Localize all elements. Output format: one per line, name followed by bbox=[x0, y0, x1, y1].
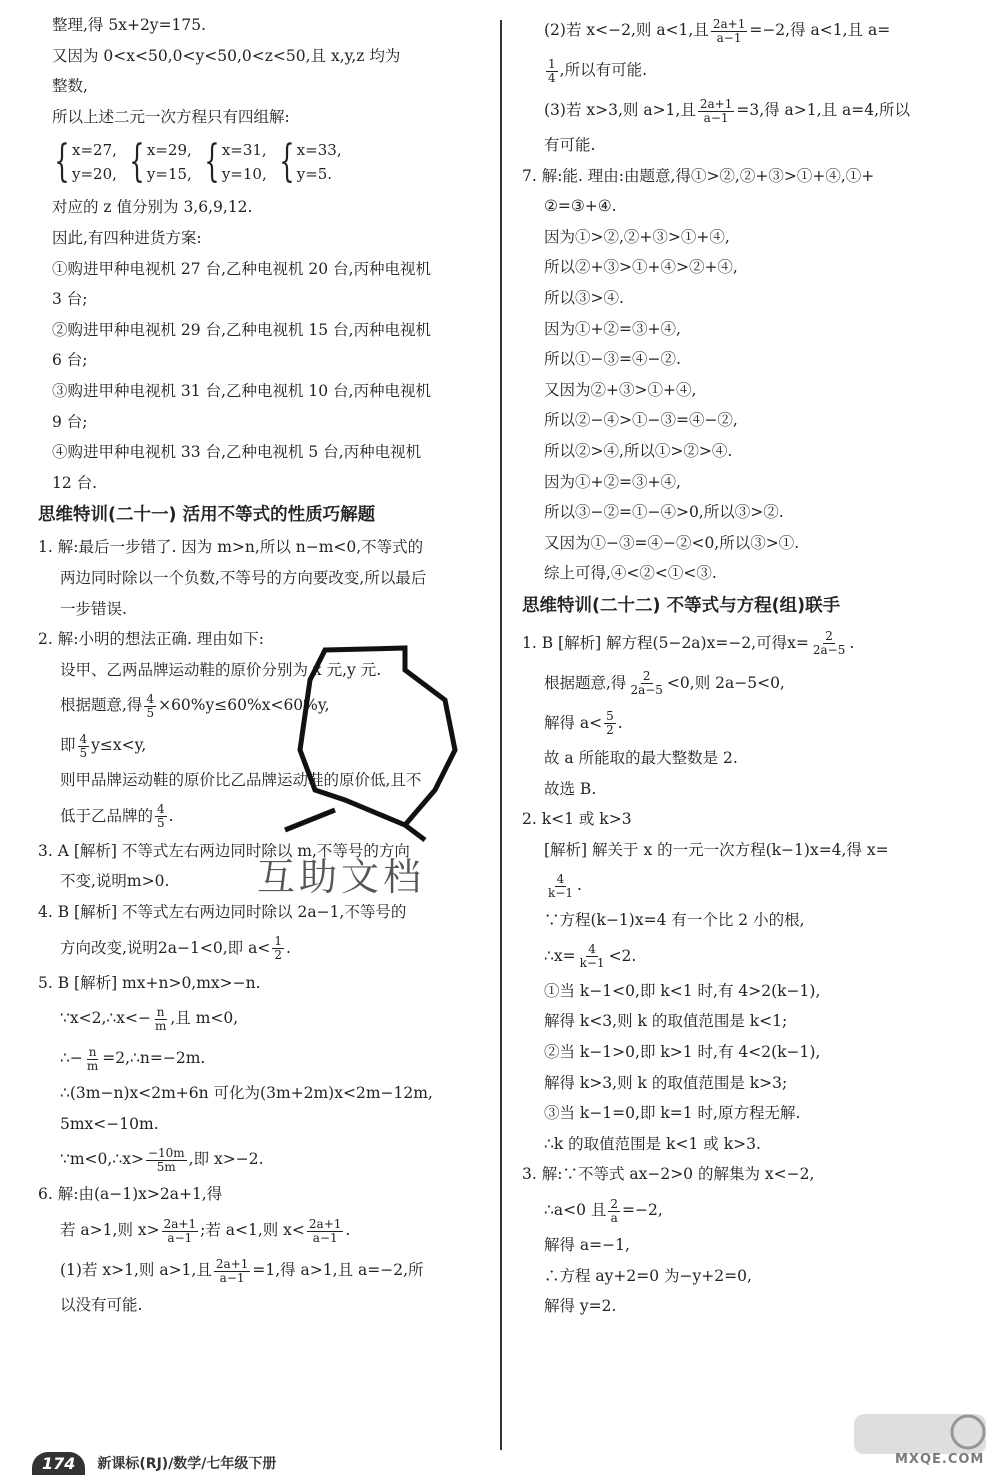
text-line: 解得 k<3,则 k 的取值范围是 k<1; bbox=[544, 1012, 788, 1031]
text: =3,得 a>1,且 a=4,所以 bbox=[736, 101, 911, 119]
text: 根据题意,得 bbox=[544, 673, 627, 692]
text: ,即 x>−2. bbox=[188, 1150, 264, 1169]
text-line: ③当 k−1=0,即 k=1 时,原方程无解. bbox=[544, 1104, 801, 1123]
denominator: a−1 bbox=[312, 1230, 338, 1245]
fraction bbox=[307, 1218, 343, 1245]
fraction bbox=[144, 693, 156, 720]
text: . bbox=[168, 806, 174, 825]
column-divider bbox=[500, 20, 502, 1450]
fraction bbox=[546, 58, 558, 85]
numerator: 5 bbox=[606, 709, 614, 724]
numerator: 2a+1 bbox=[308, 1216, 342, 1231]
denominator: 2a−5 bbox=[630, 683, 663, 698]
numerator: 2a+1 bbox=[712, 16, 746, 31]
text-line: ∵方程(k−1)x=4 有一个比 2 小的根, bbox=[544, 911, 805, 930]
equation: x=29, bbox=[146, 141, 192, 160]
formula-line bbox=[38, 1139, 488, 1179]
numerator: n bbox=[156, 1004, 165, 1019]
text-line: 不变,说明m>0. bbox=[60, 872, 170, 891]
formula-line bbox=[522, 936, 972, 976]
fraction bbox=[608, 1198, 620, 1225]
text: =2,∴n=−2m. bbox=[102, 1049, 206, 1068]
numerator: 2a+1 bbox=[215, 1256, 249, 1271]
text-line: 所以上述二元一次方程只有四组解: bbox=[52, 107, 290, 126]
fraction bbox=[146, 1147, 187, 1174]
numerator: n bbox=[88, 1044, 97, 1059]
denominator: m bbox=[86, 1058, 99, 1073]
fraction bbox=[811, 630, 847, 657]
text-line: ①购进甲种电视机 27 台,乙种电视机 20 台,丙种电视机 bbox=[52, 259, 432, 278]
text: =1,得 a>1,且 a=−2,所 bbox=[252, 1261, 424, 1280]
numerator: 2 bbox=[825, 629, 833, 644]
text-line: ②=③+④. bbox=[544, 197, 617, 216]
text-line: 解得 y=2. bbox=[544, 1297, 617, 1316]
text: . bbox=[285, 938, 291, 957]
text: 即 bbox=[60, 736, 76, 755]
text: . bbox=[849, 633, 855, 652]
text-line: ①当 k−1<0,即 k<1 时,有 4>2(k−1), bbox=[544, 981, 821, 1000]
equation: x=33, bbox=[296, 141, 342, 160]
text-line: 2. 解:小明的想法正确. 理由如下: bbox=[38, 630, 265, 649]
equation: y=20, bbox=[72, 165, 117, 184]
fraction bbox=[153, 1006, 168, 1033]
text-line: 9 台; bbox=[52, 412, 88, 431]
denominator: a−1 bbox=[703, 110, 729, 125]
formula-line bbox=[38, 998, 488, 1038]
fraction bbox=[578, 943, 607, 970]
text: 方向改变,说明2a−1<0,即 a< bbox=[60, 938, 271, 957]
text-line: ②购进甲种电视机 29 台,乙种电视机 15 台,丙种电视机 bbox=[52, 320, 432, 339]
denominator: k−1 bbox=[548, 885, 573, 900]
text-line: 3. A [解析] 不等式左右两边同时除以 m,不等号的方向 bbox=[38, 841, 410, 860]
formula-line bbox=[522, 865, 972, 905]
equation: x=27, bbox=[72, 141, 117, 160]
equation-system: { x=31, y=10, bbox=[204, 136, 267, 188]
text: ×60%y≤60%x<60%y, bbox=[158, 696, 330, 715]
text: <2. bbox=[608, 946, 637, 965]
text: ∵x<2,∴x<− bbox=[60, 1009, 151, 1028]
equation-system: { x=29, y=15, bbox=[129, 136, 192, 188]
denominator: 2a−5 bbox=[812, 643, 846, 658]
text-line: 所以②>④,所以①>②>④. bbox=[544, 441, 733, 460]
numerator: −10m bbox=[147, 1145, 185, 1160]
text-line: ∴(3m−n)x<2m+6n 可化为(3m+2m)x<2m−12m, bbox=[60, 1084, 433, 1103]
fraction bbox=[628, 670, 664, 697]
numerator: 4 bbox=[79, 731, 88, 746]
text-line: 又因为 0<x<50,0<y<50,0<z<50,且 x,y,z 均为 bbox=[52, 46, 401, 65]
text: . bbox=[345, 1221, 351, 1240]
text-line: 解得 k>3,则 k 的取值范围是 k>3; bbox=[544, 1073, 788, 1092]
text: =−2,得 a<1,且 a= bbox=[749, 21, 891, 39]
denominator: 5m bbox=[156, 1159, 176, 1174]
formula-line bbox=[522, 90, 972, 130]
text: ,且 m<0, bbox=[170, 1009, 239, 1028]
numerator: 4 bbox=[146, 691, 155, 706]
text: 根据题意,得 bbox=[60, 696, 143, 715]
text: (1)若 x>1,则 a>1,且 bbox=[60, 1261, 212, 1280]
text-line: 7. 解:能. 理由:由题意,得①>②,②+③>①+④,①+ bbox=[522, 166, 875, 185]
text-line: 又因为①−③=④−②<0,所以③>①. bbox=[544, 533, 800, 552]
numerator: 2a+1 bbox=[699, 96, 733, 111]
text-line: ∴k 的取值范围是 k<1 或 k>3. bbox=[544, 1134, 761, 1153]
text-line: 整数, bbox=[52, 77, 88, 96]
text-line: 5mx<−10m. bbox=[60, 1114, 159, 1133]
text-line: 因为①>②,②+③>①+④, bbox=[544, 227, 730, 246]
text-line: 整理,得 5x+2y=175. bbox=[52, 16, 207, 34]
equation-systems bbox=[38, 132, 488, 192]
denominator: 5 bbox=[157, 816, 165, 831]
text-line: 3. 解:∵不等式 ax−2>0 的解集为 x<−2, bbox=[522, 1165, 815, 1184]
text-line: 有可能. bbox=[544, 136, 596, 154]
text: =−2, bbox=[622, 1201, 663, 1220]
text-line: ∴方程 ay+2=0 为−y+2=0, bbox=[544, 1266, 752, 1285]
denominator: 5 bbox=[146, 705, 155, 720]
text-line: 设甲、乙两品牌运动鞋的原价分别为 x 元,y 元. bbox=[60, 660, 382, 679]
text-line: 又因为②+③>①+④, bbox=[544, 380, 697, 399]
text: 若 a>1,则 x> bbox=[60, 1221, 160, 1240]
text: (3)若 x>3,则 a>1,且 bbox=[544, 101, 696, 119]
numerator: 1 bbox=[274, 934, 282, 949]
formula-line bbox=[38, 1038, 488, 1078]
numerator: 4 bbox=[556, 871, 565, 886]
denominator: 2 bbox=[274, 948, 282, 963]
numerator: 4 bbox=[157, 802, 165, 817]
text-line: 6. 解:由(a−1)x>2a+1,得 bbox=[38, 1185, 223, 1204]
fraction bbox=[155, 803, 167, 830]
book-info: 新课标(RJ)/数学/七年级下册 bbox=[97, 1456, 277, 1472]
fraction bbox=[214, 1258, 250, 1285]
text-line: 两边同时除以一个负数,不等号的方向要改变,所以最后 bbox=[60, 568, 427, 587]
text: ∴a<0 且 bbox=[544, 1201, 607, 1220]
text-line: 以没有可能. bbox=[60, 1296, 143, 1315]
fraction bbox=[272, 935, 284, 962]
text-line: 因为①+②=③+④, bbox=[544, 472, 681, 491]
text-line: 一步错误. bbox=[60, 599, 127, 618]
formula-line bbox=[522, 663, 972, 703]
denominator: 5 bbox=[79, 745, 88, 760]
text: ;若 a<1,则 x< bbox=[200, 1221, 305, 1240]
text-line: 对应的 z 值分别为 3,6,9,12. bbox=[52, 198, 253, 217]
denominator: a−1 bbox=[716, 30, 742, 45]
formula-line bbox=[38, 1210, 488, 1250]
text-line: 12 台. bbox=[52, 473, 98, 492]
fraction bbox=[698, 98, 734, 125]
text-line: 1. 解:最后一步错了. 因为 m>n,所以 n−m<0,不等式的 bbox=[38, 538, 424, 557]
text-line: 所以①−③=④−②. bbox=[544, 350, 681, 369]
fraction bbox=[711, 18, 747, 45]
numerator: 4 bbox=[588, 942, 596, 957]
denominator: 2 bbox=[606, 723, 614, 738]
text-line: 所以②+③>①+④>②+④, bbox=[544, 258, 738, 277]
fraction bbox=[85, 1046, 100, 1073]
equation: y=15, bbox=[146, 165, 192, 184]
equation: y=10, bbox=[221, 165, 267, 184]
text-line: ②当 k−1>0,即 k>1 时,有 4<2(k−1), bbox=[544, 1043, 821, 1062]
formula-line bbox=[38, 1250, 488, 1290]
text-line: 因为①+②=③+④, bbox=[544, 319, 681, 338]
denominator: a bbox=[610, 1210, 618, 1225]
text: . bbox=[576, 876, 582, 895]
text: 解得 a< bbox=[544, 713, 603, 732]
page-number: 174 bbox=[32, 1452, 85, 1475]
fraction bbox=[546, 873, 575, 900]
denominator: 4 bbox=[548, 70, 556, 85]
fraction bbox=[162, 1218, 198, 1245]
numerator: 2a+1 bbox=[163, 1216, 197, 1231]
corner-watermark-text: MXQE.COM bbox=[895, 1452, 985, 1467]
text-line: [解析] 解关于 x 的一元一次方程(k−1)x=4,得 x= bbox=[544, 840, 889, 859]
formula-line bbox=[522, 623, 972, 663]
text-line: 所以③−②=①−④>0,所以③>②. bbox=[544, 503, 784, 522]
text-line: 所以②−④>①−③=④−②, bbox=[544, 411, 738, 430]
text: ,所以有可能. bbox=[559, 61, 647, 79]
text-line: 因此,有四种进货方案: bbox=[52, 228, 202, 247]
section-heading: 思维特训(二十一) 活用不等式的性质巧解题 bbox=[38, 505, 376, 526]
formula-line bbox=[522, 1190, 972, 1230]
formula-line bbox=[522, 10, 972, 50]
text-line: 5. B [解析] mx+n>0,mx>−n. bbox=[38, 973, 261, 992]
watermark-logo bbox=[255, 640, 485, 850]
text-line: 3 台; bbox=[52, 290, 88, 309]
text: ∴− bbox=[60, 1049, 83, 1068]
page-footer bbox=[32, 1448, 276, 1478]
text-line: 解得 a=−1, bbox=[544, 1236, 630, 1255]
text-line: 则甲品牌运动鞋的原价比乙品牌运动鞋的原价低,且不 bbox=[60, 771, 422, 790]
fraction bbox=[78, 733, 90, 760]
text-line: ③购进甲种电视机 31 台,乙种电视机 10 台,丙种电视机 bbox=[52, 381, 432, 400]
denominator: a−1 bbox=[167, 1230, 193, 1245]
corner-watermark-logo bbox=[850, 1410, 990, 1480]
formula-line bbox=[522, 50, 972, 90]
text-line: 故 a 所能取的最大整数是 2. bbox=[544, 748, 738, 767]
text: 1. B [解析] 解方程(5−2a)x=−2,可得x= bbox=[522, 633, 809, 652]
text: . bbox=[617, 713, 623, 732]
formula-line bbox=[522, 703, 972, 743]
equation-system: { x=27, y=20, bbox=[54, 136, 117, 188]
text-line: 综上可得,④<②<①<③. bbox=[544, 564, 717, 583]
text-line: 6 台; bbox=[52, 351, 88, 370]
text-line: 故选 B. bbox=[544, 779, 597, 798]
numerator: 2 bbox=[642, 669, 651, 684]
watermark-text: 互助文档 bbox=[257, 855, 426, 899]
numerator: 1 bbox=[548, 56, 556, 71]
denominator: m bbox=[154, 1018, 167, 1033]
text: <0,则 2a−5<0, bbox=[666, 673, 785, 692]
section-heading: 思维特训(二十二) 不等式与方程(组)联手 bbox=[522, 595, 841, 616]
numerator: 2 bbox=[610, 1196, 619, 1211]
denominator: a−1 bbox=[219, 1270, 245, 1285]
text: y≤x<y, bbox=[91, 736, 147, 755]
text-line: ④购进甲种电视机 33 台,乙种电视机 5 台,丙种电视机 bbox=[52, 443, 422, 462]
formula-line bbox=[38, 928, 488, 968]
text-line: 2. k<1 或 k>3 bbox=[522, 810, 632, 829]
equation: x=31, bbox=[221, 141, 267, 160]
text: 低于乙品牌的 bbox=[60, 806, 154, 825]
text: ∴x= bbox=[544, 946, 576, 965]
right-column bbox=[522, 10, 972, 1322]
fraction bbox=[604, 710, 616, 737]
text-line: 4. B [解析] 不等式左右两边同时除以 2a−1,不等号的 bbox=[38, 903, 407, 922]
equation: y=5. bbox=[296, 165, 333, 184]
denominator: k−1 bbox=[579, 956, 605, 971]
text: ∵m<0,∴x> bbox=[60, 1150, 144, 1169]
equation-system: { x=33, y=5. bbox=[279, 136, 342, 188]
text: (2)若 x<−2,则 a<1,且 bbox=[544, 21, 709, 39]
text-line: 所以③>④. bbox=[544, 288, 624, 307]
